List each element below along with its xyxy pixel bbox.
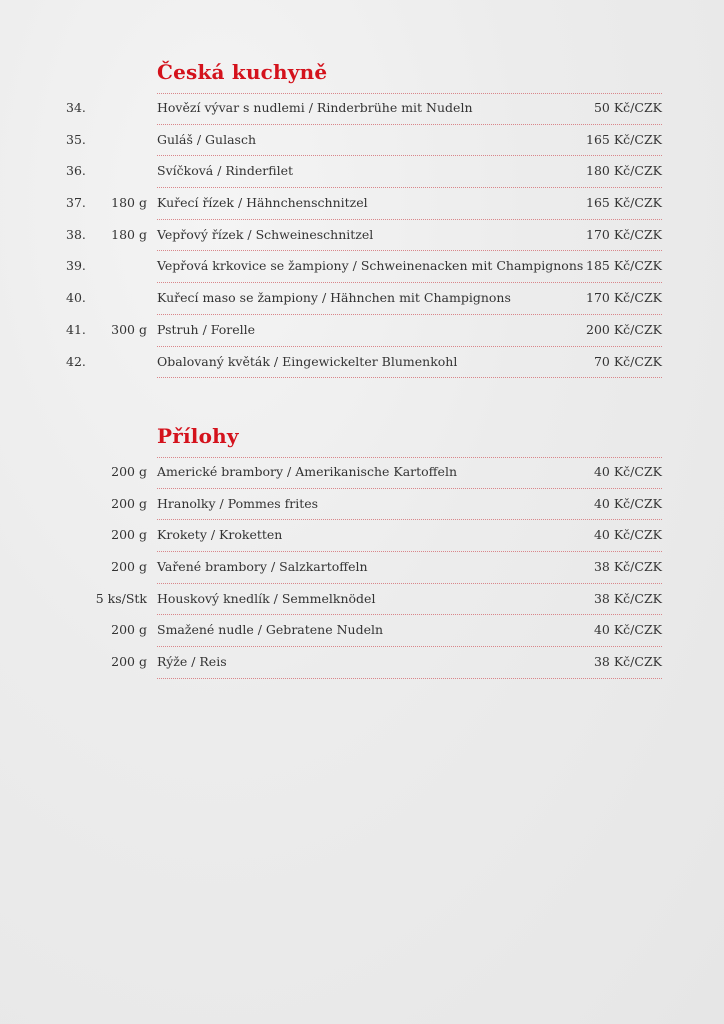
item-price: 170 Kč/CZK bbox=[586, 290, 662, 306]
item-number: 40. bbox=[66, 290, 86, 306]
item-price: 40 Kč/CZK bbox=[593, 495, 662, 511]
item-weight: 180 g bbox=[111, 195, 147, 211]
item-number: 39. bbox=[66, 258, 86, 274]
menu-item bbox=[0, 520, 724, 552]
item-name: Svíčková / Rinderfilet bbox=[157, 163, 293, 179]
item-price: 38 Kč/CZK bbox=[593, 654, 662, 670]
item-price: 38 Kč/CZK bbox=[593, 590, 662, 606]
item-number: 42. bbox=[66, 353, 86, 369]
item-name: Pstruh / Forelle bbox=[157, 321, 256, 337]
item-weight: 5 ks/Stk bbox=[95, 590, 147, 606]
menu-item bbox=[0, 125, 724, 157]
item-name: Houskový knedlík / Semmelknödel bbox=[157, 590, 376, 606]
item-weight: 200 g bbox=[111, 622, 147, 638]
item-name: Hranolky / Pommes frites bbox=[157, 495, 319, 511]
item-name: Hovězí vývar s nudlemi / Rinderbrühe mit Nudeln bbox=[157, 100, 473, 115]
menu-list bbox=[0, 93, 724, 378]
item-number: 37. bbox=[66, 195, 86, 211]
menu-item bbox=[0, 251, 724, 283]
item-name: Americké brambory / Amerikanische Kartoffeln bbox=[157, 464, 458, 479]
item-price: 200 Kč/CZK bbox=[586, 321, 662, 337]
item-weight: 200 g bbox=[111, 527, 147, 543]
item-name: Vepřový řízek / Schweineschnitzel bbox=[157, 226, 374, 242]
item-weight: 200 g bbox=[111, 654, 147, 670]
menu-item bbox=[0, 489, 724, 521]
item-number: 36. bbox=[66, 163, 86, 179]
item-price: 170 Kč/CZK bbox=[586, 226, 662, 242]
item-name: Kuřecí řízek / Hähnchenschnitzel bbox=[157, 195, 368, 211]
item-name: Rýže / Reis bbox=[157, 654, 227, 670]
item-weight: 200 g bbox=[111, 495, 147, 511]
item-name: Vařené brambory / Salzkartoffeln bbox=[157, 559, 368, 575]
item-name: Kuřecí maso se žampiony / Hähnchen mit Champignons bbox=[157, 290, 511, 306]
menu-item bbox=[0, 647, 724, 679]
item-weight: 180 g bbox=[111, 226, 147, 242]
item-price: 38 Kč/CZK bbox=[593, 559, 662, 575]
item-price: 40 Kč/CZK bbox=[593, 622, 662, 638]
item-price: 50 Kč/CZK bbox=[593, 100, 662, 115]
menu-item bbox=[0, 615, 724, 647]
item-price: 185 Kč/CZK bbox=[586, 258, 662, 274]
menu-item bbox=[0, 188, 724, 220]
menu-item bbox=[0, 93, 724, 125]
item-name: Guláš / Gulasch bbox=[157, 131, 257, 147]
menu-item bbox=[0, 283, 724, 315]
menu-item bbox=[0, 315, 724, 347]
menu-item bbox=[0, 347, 724, 379]
menu-item bbox=[0, 584, 724, 616]
section-title: Přílohy bbox=[157, 424, 239, 448]
item-price: 165 Kč/CZK bbox=[586, 195, 662, 211]
item-name: Krokety / Kroketten bbox=[157, 527, 283, 543]
item-number: 35. bbox=[66, 131, 86, 147]
item-number: 41. bbox=[66, 321, 86, 337]
menu-item bbox=[0, 156, 724, 188]
menu-item bbox=[0, 220, 724, 252]
item-number: 34. bbox=[66, 100, 86, 115]
item-price: 180 Kč/CZK bbox=[586, 163, 662, 179]
item-price: 40 Kč/CZK bbox=[593, 464, 662, 479]
item-name: Smažené nudle / Gebratene Nudeln bbox=[157, 622, 384, 638]
item-name: Obalovaný květák / Eingewickelter Blumenkohl bbox=[157, 353, 458, 369]
item-name: Vepřová krkovice se žampiony / Schweinenacken mit Champignons bbox=[157, 258, 584, 274]
item-number: 38. bbox=[66, 226, 86, 242]
menu-list bbox=[0, 457, 724, 679]
item-weight: 200 g bbox=[111, 559, 147, 575]
item-weight: 200 g bbox=[111, 464, 147, 479]
item-price: 40 Kč/CZK bbox=[593, 527, 662, 543]
menu-item bbox=[0, 552, 724, 584]
item-weight: 300 g bbox=[111, 321, 147, 337]
item-price: 70 Kč/CZK bbox=[593, 353, 662, 369]
menu-item bbox=[0, 457, 724, 489]
item-price: 165 Kč/CZK bbox=[586, 131, 662, 147]
section-title: Česká kuchyně bbox=[157, 60, 328, 84]
